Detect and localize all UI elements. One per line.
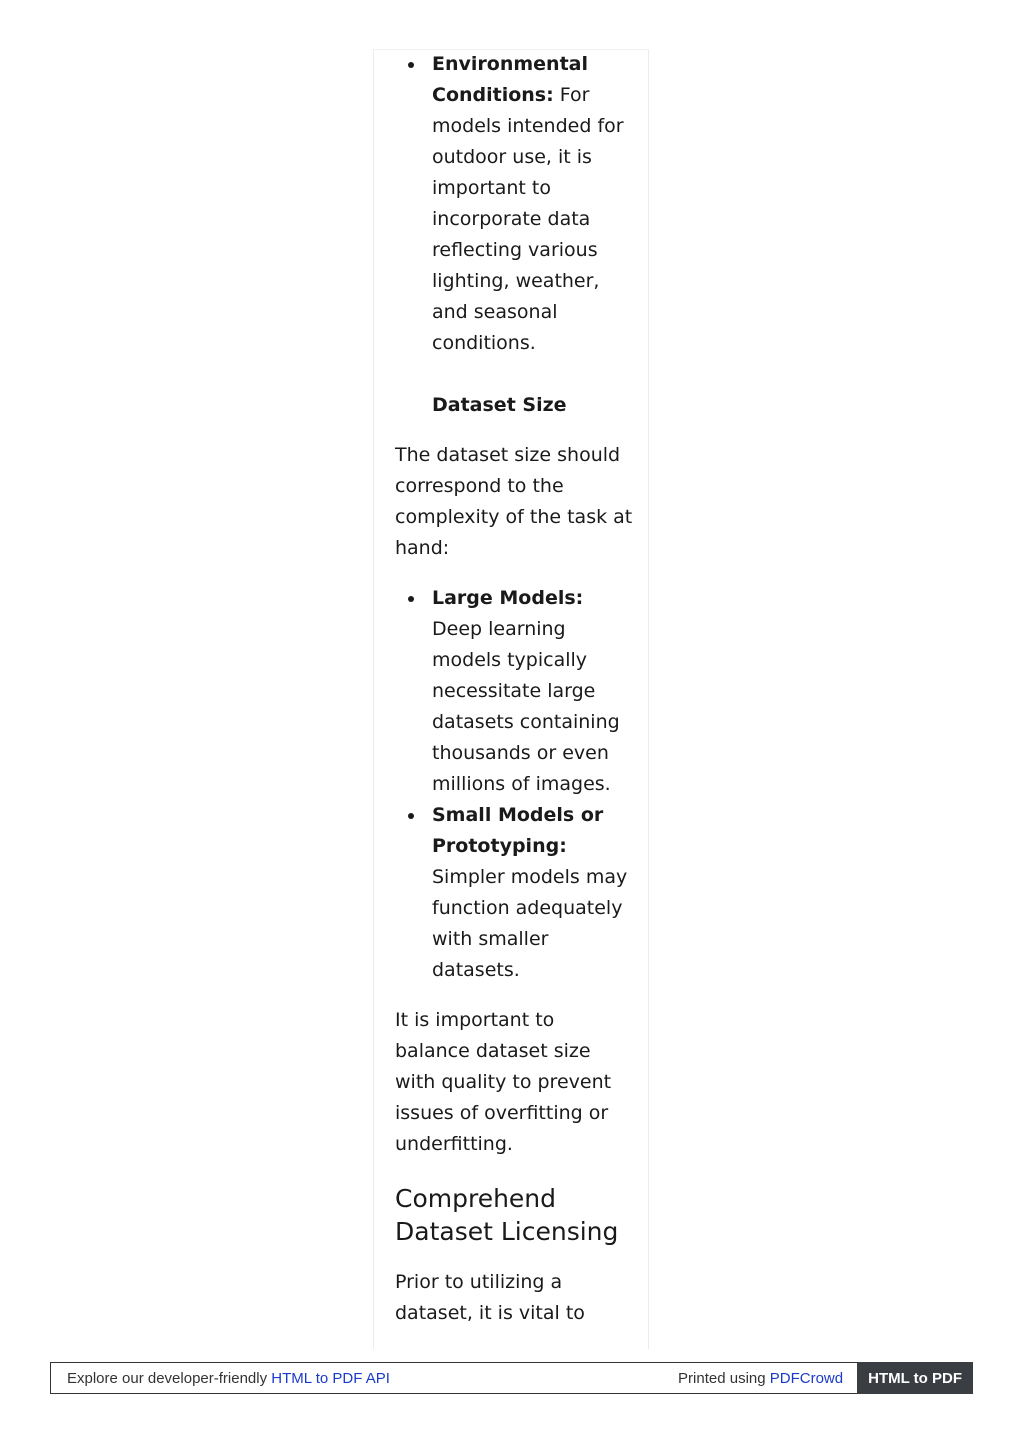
footer-left xyxy=(51,1370,678,1387)
paragraph: The dataset size should correspond to the complexity of the task at hand: xyxy=(395,444,633,559)
paragraph: It is important to balance dataset size with quality to prevent issues of overfitting or underfitting. xyxy=(395,1009,612,1155)
bullet-icon xyxy=(408,813,414,819)
pdfcrowd-footer xyxy=(50,1362,973,1394)
section-subheading: Dataset Size xyxy=(432,394,567,416)
list-item-term: Large Models: xyxy=(432,587,584,609)
list-item-text: For models intended for outdoor use, it is important to incorporate data reflecting various lighting, weather, and seasonal conditions. xyxy=(432,84,624,354)
html-to-pdf-badge[interactable]: HTML to PDF xyxy=(857,1362,973,1394)
model-size-list xyxy=(395,583,635,986)
html-to-pdf-api-link[interactable]: HTML to PDF API xyxy=(271,1369,390,1387)
bullet-icon xyxy=(408,62,414,68)
footer-right-text: Printed using xyxy=(678,1369,770,1387)
list-item-term: Small Models or Prototyping: xyxy=(432,804,604,857)
conditions-list xyxy=(395,49,635,359)
section-heading: Comprehend Dataset Licensing xyxy=(395,1184,619,1246)
paragraph: Prior to utilizing a dataset, it is vital to xyxy=(395,1271,585,1324)
article-column xyxy=(373,49,649,1349)
list-item-term: Environmental Conditions: xyxy=(432,53,588,106)
pdfcrowd-link[interactable]: PDFCrowd xyxy=(769,1369,844,1387)
footer-right xyxy=(678,1370,857,1387)
list-item-text: Deep learning models typically necessitate large datasets containing thousands or even millions of images. xyxy=(432,618,620,795)
list-item xyxy=(432,583,635,800)
article-content xyxy=(395,50,635,1329)
list-item xyxy=(432,49,635,359)
bullet-icon xyxy=(408,596,414,602)
list-item-text: Simpler models may function adequately with smaller datasets. xyxy=(432,866,628,981)
list-item xyxy=(432,800,635,986)
footer-left-text: Explore our developer-friendly xyxy=(67,1369,272,1387)
